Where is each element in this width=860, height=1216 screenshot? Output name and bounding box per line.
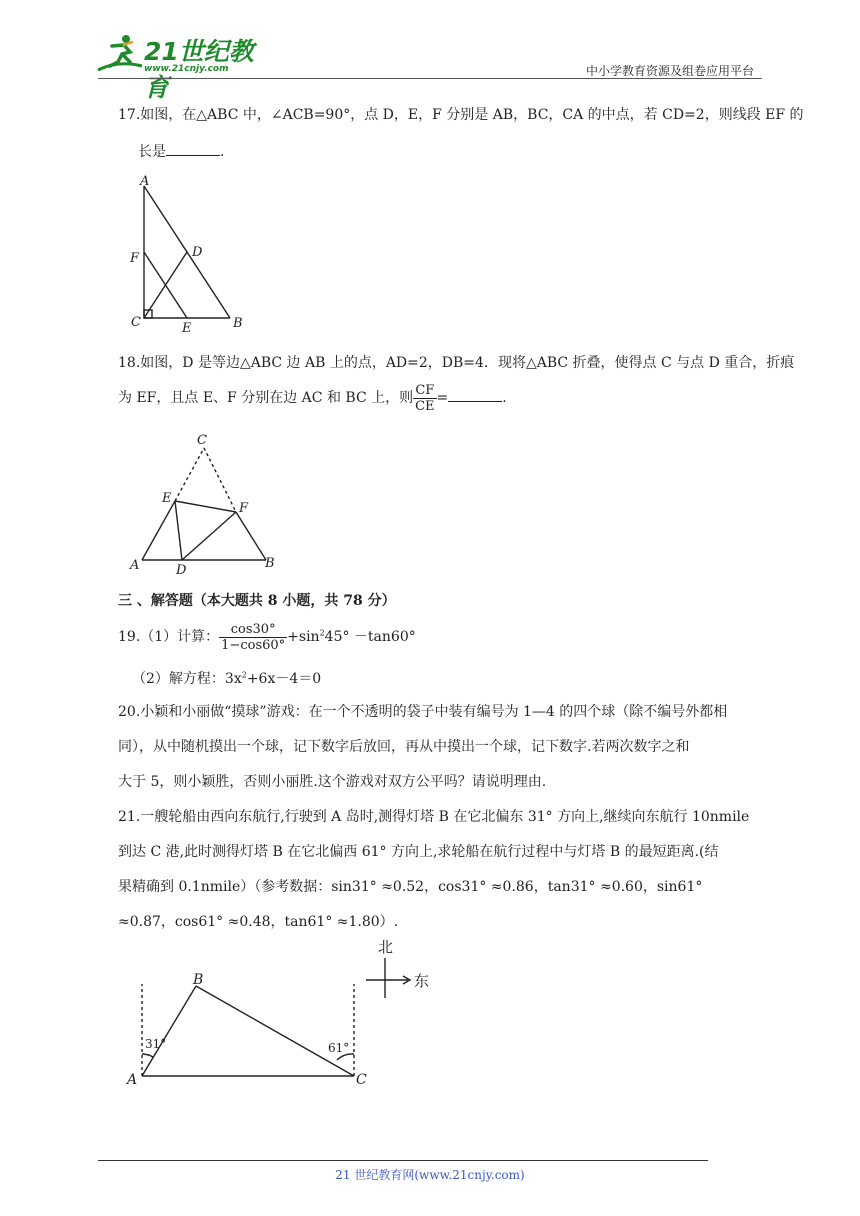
q17-line2-text: 长是 (138, 144, 166, 160)
q19-frac-num: cos30° (219, 622, 287, 638)
q19-part2-prefix: （2）解方程：3x (132, 671, 242, 687)
q18-line2 (118, 381, 507, 415)
q17-line1: 17.如图，在△ABC 中，∠ACB=90°，点 D，E，F 分别是 AB，BC，CA 的中点，若 CD=2，则线段 EF 的 (118, 107, 804, 123)
q17-label-F: F (130, 251, 140, 266)
q17-line2-end: . (220, 144, 225, 160)
q19-part1-rest-a: +sin (287, 629, 320, 645)
q17-label-E: E (182, 321, 192, 336)
q18-fraction (413, 383, 436, 414)
q17-label-A: A (140, 174, 150, 189)
q17-line2 (138, 141, 224, 161)
q17-triangle-figure (120, 170, 260, 336)
q21-label-C: C (356, 1072, 367, 1088)
q18-frac-num: CF (413, 383, 436, 399)
footer-link[interactable]: 21 世纪教育网(www.21cnjy.com) (335, 1168, 525, 1182)
q19-part2 (132, 670, 321, 688)
q18-triangle-figure (126, 428, 286, 578)
q19-part2-sup: 2 (241, 670, 247, 680)
q18-label-D: D (176, 563, 187, 578)
q19-part1-sup: 2 (319, 628, 325, 638)
q21-navigation-figure (120, 930, 450, 1090)
q21-line3: 果精确到 0.1nmile）（参考数据：sin31° ≈0.52，cos31° ≈0.86，tan31° ≈0.60，sin61° (118, 879, 703, 895)
q18-equals: = (436, 390, 449, 406)
q18-answer-blank (448, 387, 502, 402)
q21-line1: 21.一艘轮船由西向东航行,行驶到 A 岛时,测得灯塔 B 在它北偏东 31° 方向上,继续向东航行 10nmile (118, 809, 750, 825)
q20-line1: 20.小颖和小丽做“摸球”游戏：在一个不透明的袋子中装有编号为 1—4 的四个球（除不编号外都相 (118, 704, 728, 720)
q18-line2-text: 为 EF，且点 E、F 分别在边 AC 和 BC 上，则 (118, 390, 414, 406)
logo-text: 21世纪教育 (144, 37, 254, 102)
section3-title: 三 、解答题（本大题共 8 小题，共 78 分） (118, 593, 396, 609)
q18-label-B: B (265, 556, 275, 571)
compass-icon (366, 958, 410, 998)
q19-fraction (219, 622, 287, 653)
q20-line2: 同），从中随机摸出一个球，记下数字后放回，再从中摸出一个球，记下数字.若两次数字之和 (118, 739, 690, 755)
q21-angle-C: 61° (328, 1041, 350, 1055)
q21-label-A: A (127, 1072, 138, 1088)
footer-divider (98, 1160, 708, 1161)
q17-label-C: C (131, 315, 141, 330)
q18-line2-dot: . (502, 390, 507, 406)
q19-part1-rest-b: 45° －tan60° (324, 629, 416, 645)
compass-east-label: 东 (414, 972, 430, 990)
q18-label-E: E (162, 491, 172, 506)
q21-line2: 到达 C 港,此时测得灯塔 B 在它北偏西 61° 方向上,求轮船在航行过程中与灯塔 B 的最短距离.(结 (118, 844, 719, 860)
q20-line3: 大于 5，则小颖胜，否则小丽胜.这个游戏对双方公平吗？请说明理由. (118, 774, 547, 790)
q19-frac-den: 1−cos60° (221, 637, 286, 653)
q19-part1 (118, 619, 416, 655)
q19-part2-rest: +6x－4＝0 (246, 671, 322, 687)
q17-answer-blank (166, 141, 220, 156)
q18-frac-den: CE (415, 398, 435, 414)
q17-label-D: D (192, 245, 203, 260)
logo-url: www.21cnjy.com (144, 64, 229, 74)
q18-label-A: A (130, 558, 140, 573)
q21-angle-A: 31° (145, 1037, 167, 1051)
site-tagline: 中小学教育资源及组卷应用平台 (585, 64, 754, 78)
q17-label-B: B (233, 316, 243, 331)
runner-logo-icon (92, 30, 144, 78)
header-divider (98, 78, 762, 79)
site-logo (92, 30, 267, 102)
q21-line4: ≈0.87，cos61° ≈0.48，tan61° ≈1.80）. (118, 914, 399, 930)
q18-label-F: F (239, 501, 249, 516)
q19-part1-prefix: 19.（1）计算： (118, 629, 220, 645)
q18-line1: 18.如图，D 是等边△ABC 边 AB 上的点，AD=2，DB=4．现将△ABC 折叠，使得点 C 与点 D 重合，折痕 (118, 355, 795, 371)
compass-north-label: 北 (378, 938, 394, 956)
q18-label-C: C (197, 433, 207, 448)
q21-label-B: B (193, 972, 204, 988)
